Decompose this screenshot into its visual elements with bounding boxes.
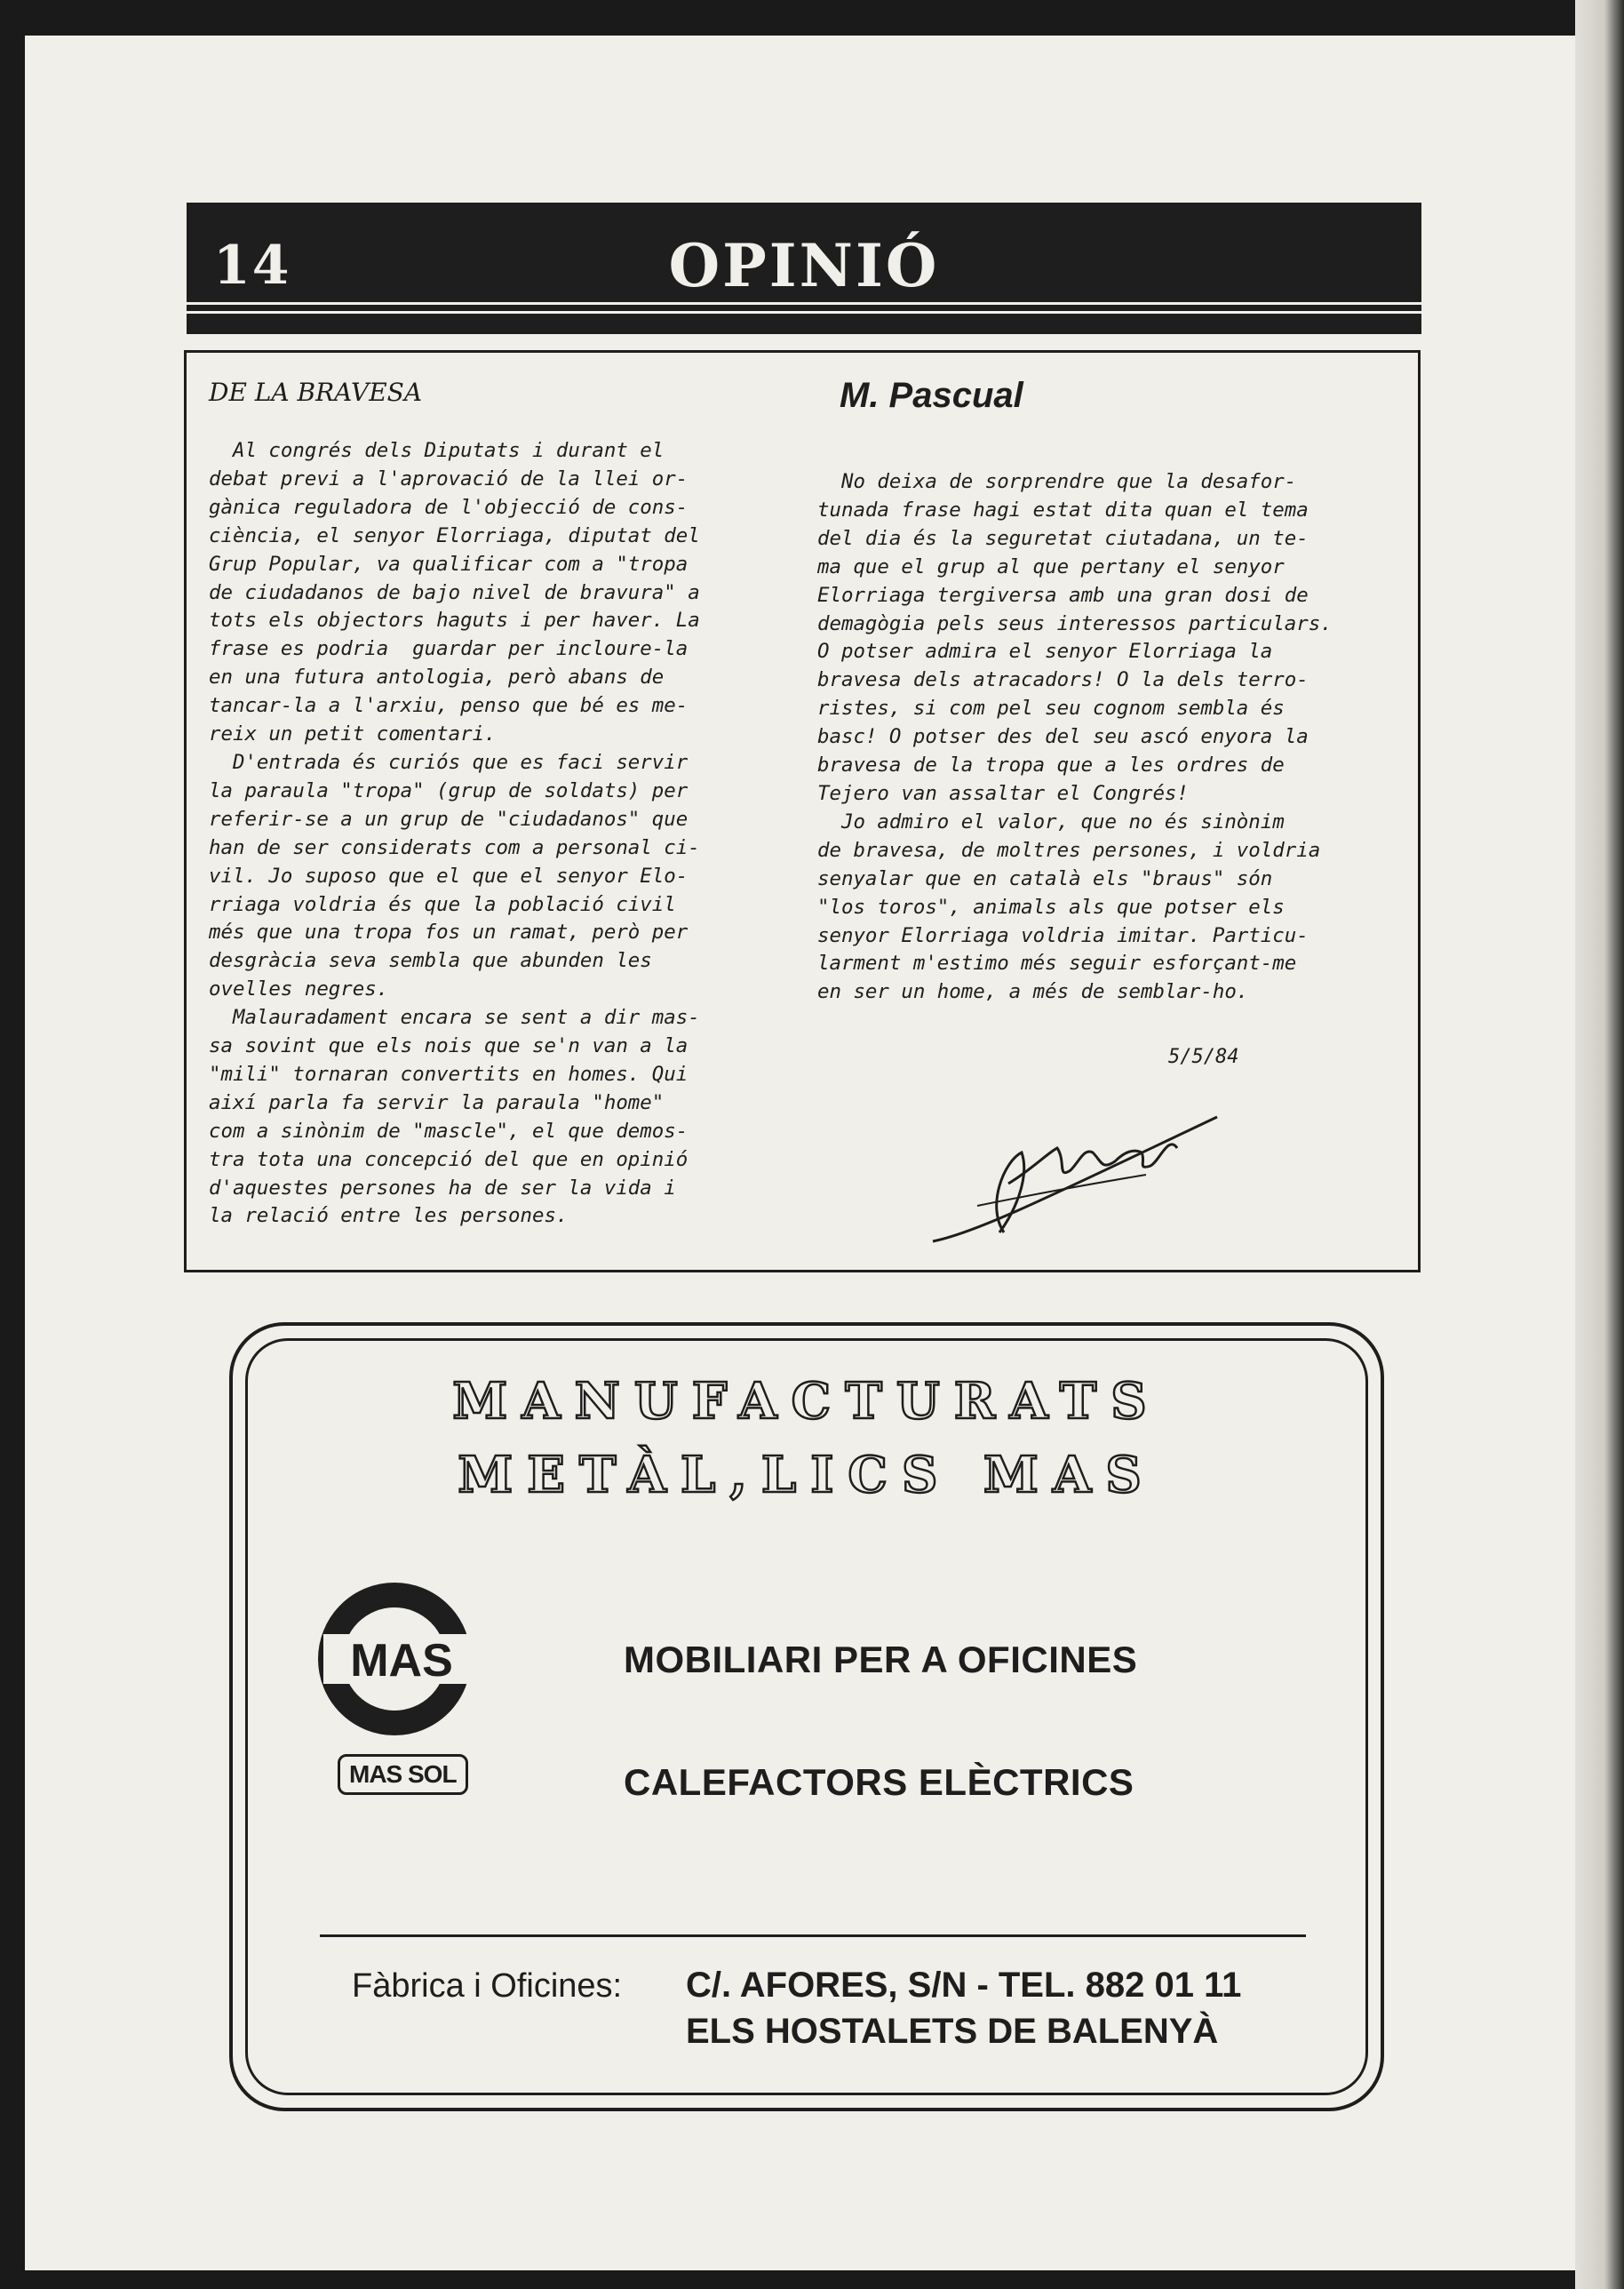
handwritten-signature bbox=[924, 1099, 1226, 1255]
page-edge bbox=[1575, 0, 1624, 2289]
article-column-left: Al congrés dels Diputats i durant el debat previ a l'aprovació de la llei or- gànica reguladora de l'objecció de cons- ciència, el senyor Elorriaga, diputat del Grup Popular, va qualificar com a "tropa de ciudadanos de bajo nivel de bravura" a tots els objectors haguts i per haver. La frase es podria guardar per incloure-la en una futura antologia, però abans de tancar-la a l'arxiu, penso que bé es me- reix un petit comentari. D'entrada és curiós que es faci servir la paraula "tropa" (grup de soldats) per referir-se a un grup de "ciudadanos" que han de ser considerats com a personal ci- vil. Jo suposo que el que el senyor Elo- rriaga voldria és que la població civil més que una tropa fos un ramat, però per desgràcia seva sembla que abunden les ovelles negres. Malauradament encara se sent a dir mas- sa sovint que els nois que se'n van a la "mili" tornaran convertits en homes. Qui així parla fa servir la paraula "home" com a sinònim de "mascle", el que demos- tra tota una concepció del que en opinió d'aquestes persones ha de ser la vida i la relació entre les persones. bbox=[209, 439, 700, 1228]
header-rule bbox=[187, 302, 1421, 305]
ad-factory-label: Fàbrica i Oficines: bbox=[352, 1967, 623, 2005]
header-rule bbox=[187, 311, 1421, 314]
ad-title-line1: MANUFACTURATS bbox=[452, 1372, 1161, 1431]
mas-logo-icon bbox=[306, 1579, 483, 1739]
ad-title-line2: METÀL,LICS MAS bbox=[458, 1446, 1156, 1504]
ad-product-line1: MOBILIARI PER A OFICINES bbox=[624, 1639, 1138, 1680]
ad-divider bbox=[320, 1934, 1306, 1937]
article-author: M. Pascual bbox=[840, 376, 1023, 415]
article-date: 5/5/84 bbox=[1168, 1046, 1239, 1068]
ad-product-line2: CALEFACTORS ELÈCTRICS bbox=[624, 1761, 1134, 1803]
mas-logo-text: MAS bbox=[350, 1635, 453, 1687]
section-header bbox=[187, 203, 1421, 334]
section-title: OPINIÓ bbox=[668, 231, 940, 300]
advertisement bbox=[229, 1322, 1384, 2111]
mas-sol-badge: MAS SOL bbox=[338, 1754, 468, 1795]
page-number: 14 bbox=[213, 235, 291, 297]
opinion-article bbox=[184, 350, 1421, 1272]
ad-address-line2: ELS HOSTALETS DE BALENYÀ bbox=[686, 2012, 1219, 2051]
ad-address-line1: C/. AFORES, S/N - TEL. 882 01 11 bbox=[686, 1966, 1242, 2005]
article-kicker: DE LA BRAVESA bbox=[209, 378, 423, 407]
article-column-right: No deixa de sorprendre que la desafor- tunada frase hagi estat dita quan el tema del dia és la seguretat ciutadana, un te- ma que el grup al que pertany el senyor Elorriaga tergiversa amb una gran dosi de demagògia pels seus interessos particulars. O potser admira el senyor Elorriaga la bravesa dels atracadors! O la dels terro- ristes, si com pel seu cognom sembla és basc! O potser des del seu ascó enyora la bravesa de la tropa que a les ordres de Tejero van assaltar el Congrés! Jo admiro el valor, que no és sinònim de bravesa, de moltres persones, i voldria senyalar que en català els "braus" són "los toros", animals als que potser els senyor Elorriaga voldria imitar. Particu- larment m'estimo més seguir esforçant-me en ser un home, a més de semblar-ho. bbox=[817, 470, 1333, 1004]
